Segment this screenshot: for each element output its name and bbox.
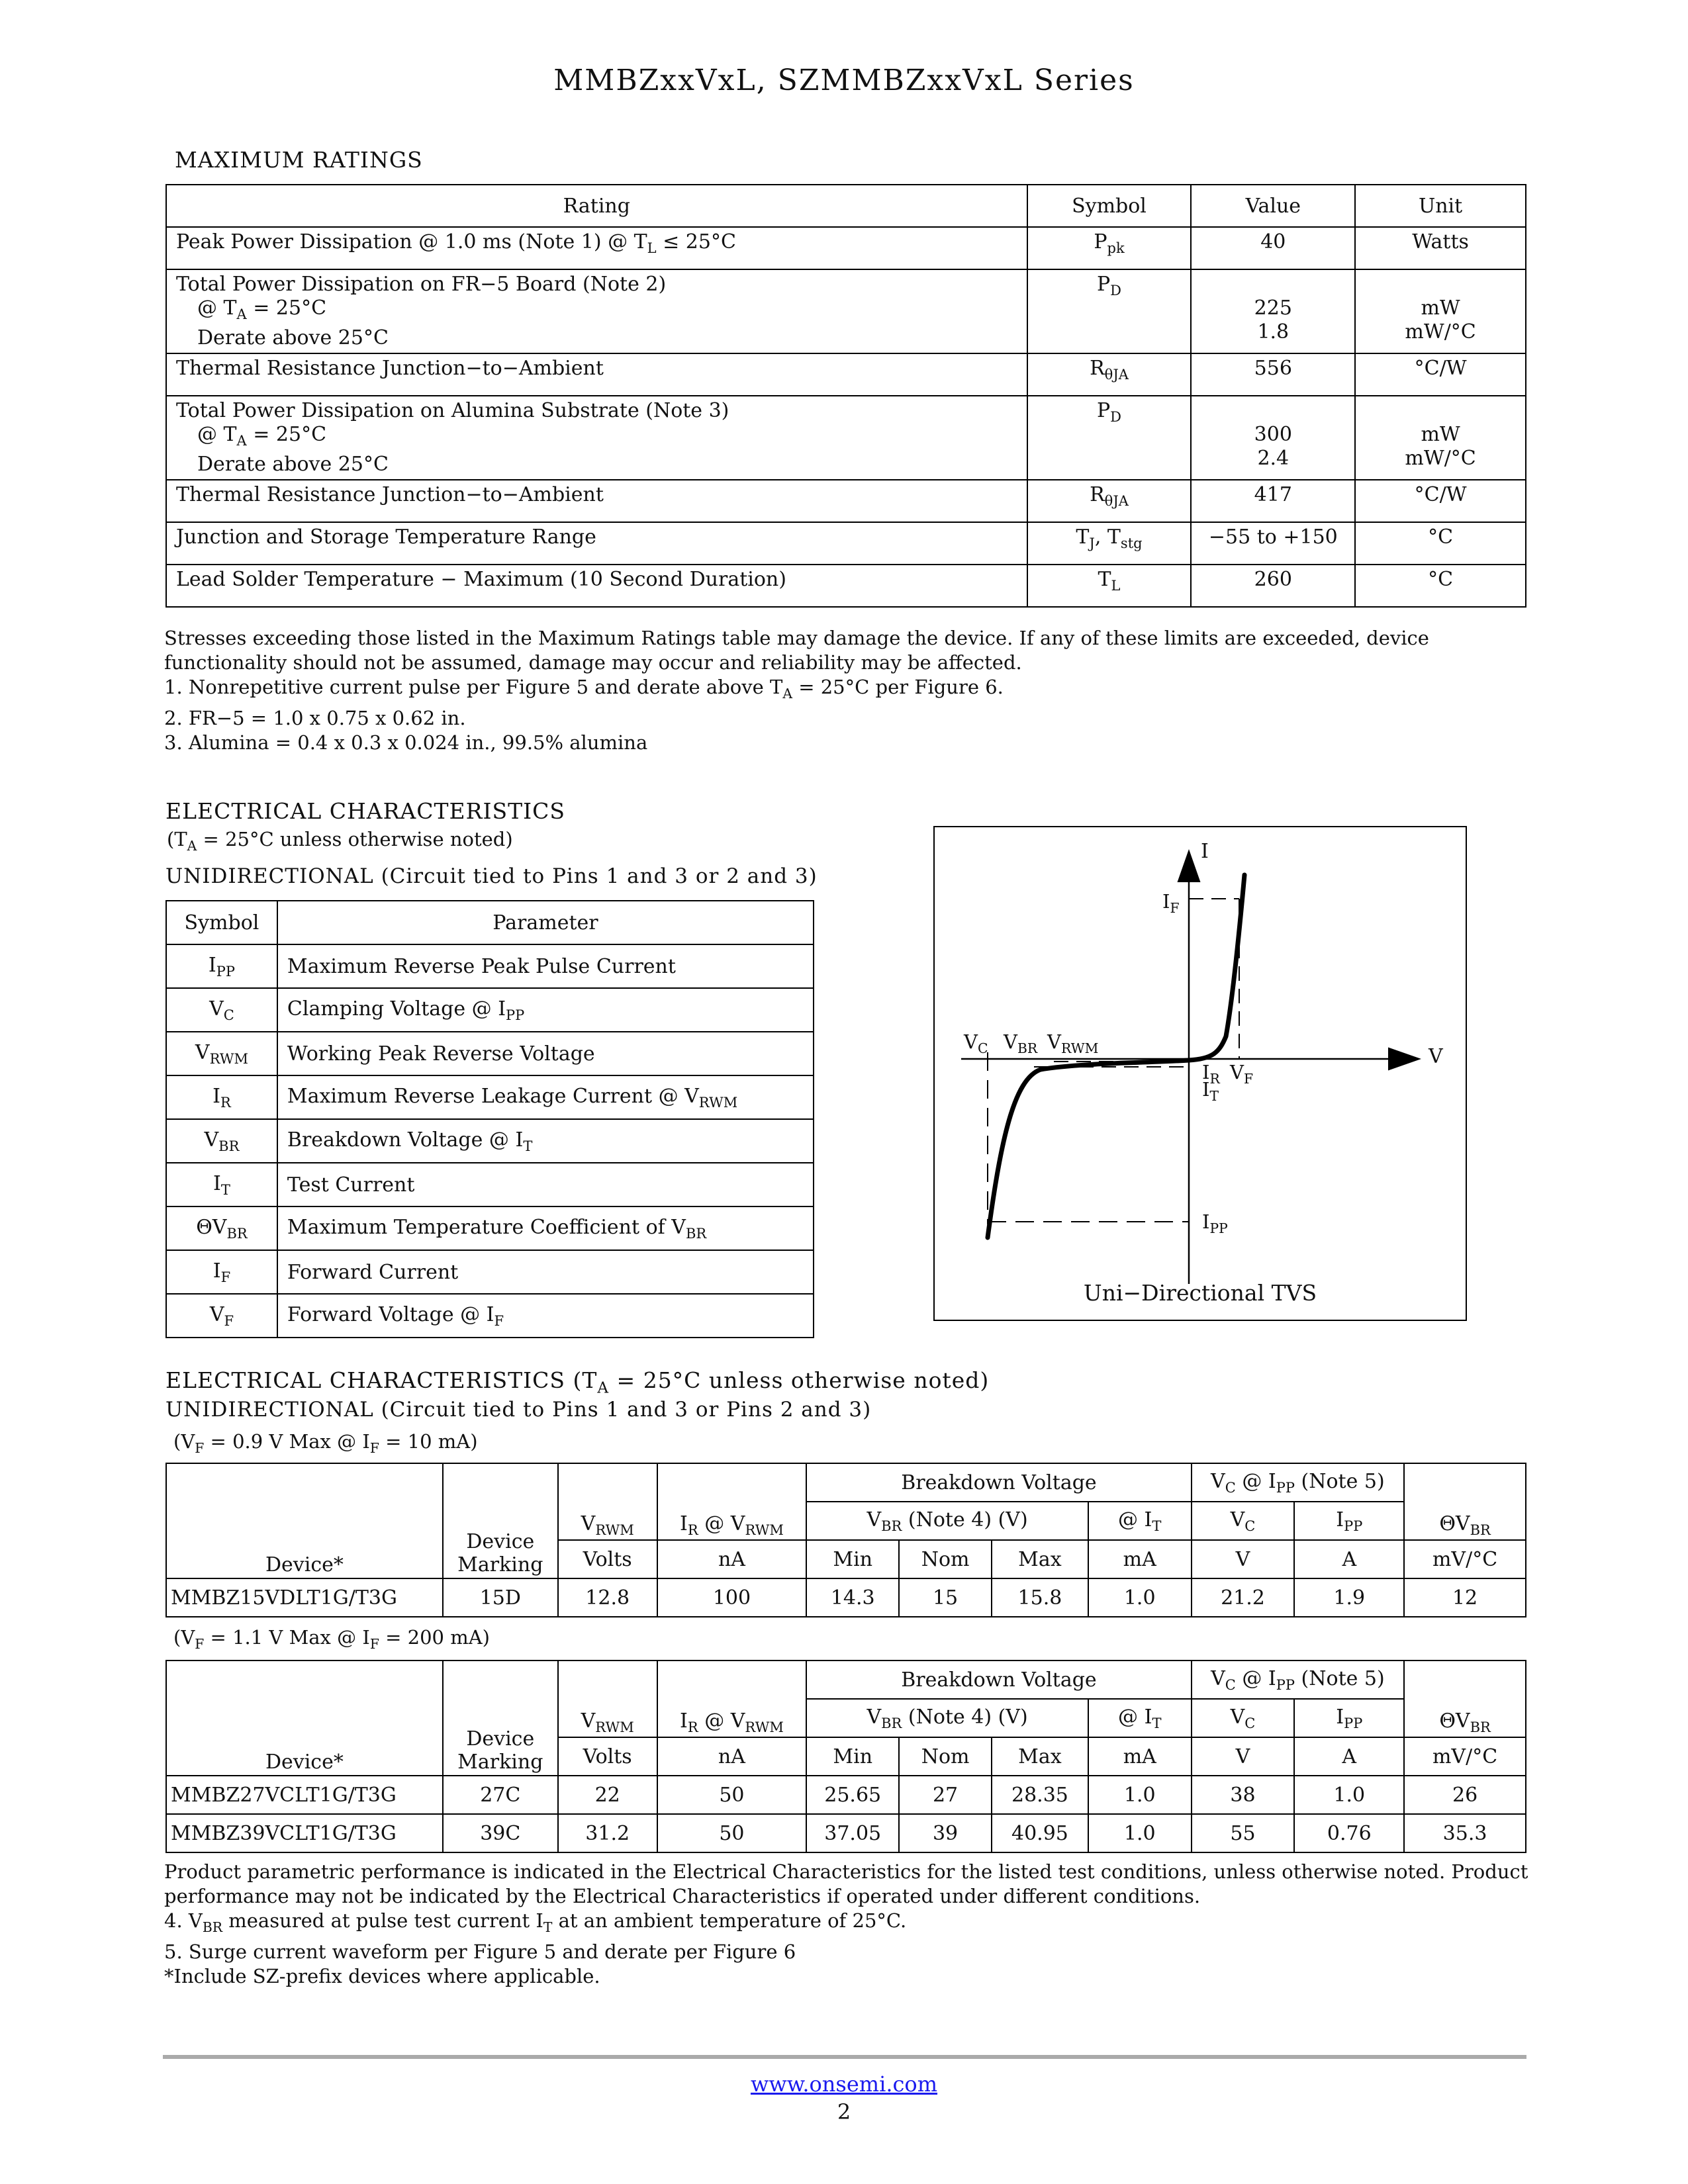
table-row: $I_{PP}$ Maximum Reverse Peak Pulse Current — [166, 944, 814, 988]
col-vbr: $V_{BR}$ (Note 4) (V) — [806, 1502, 1088, 1540]
table-row — [166, 353, 1526, 396]
table-row: $I_T$ Test Current — [166, 1163, 814, 1206]
col-ir: $I_R$ @ $V_{RWM}$ — [657, 1661, 807, 1737]
symbol-parameter-table — [165, 900, 814, 1338]
unidirectional-2-label: UNIDIRECTIONAL (Circuit tied to Pins 1 and 3 or Pins 2 and 3) — [165, 1398, 872, 1422]
table-row — [166, 227, 1526, 269]
rating-cell: Junction and Storage Temperature Range — [166, 522, 1027, 565]
units-row: Volts nA Min Nom Max mA V A mV/°C — [166, 1737, 1526, 1776]
elec-char-condition: ($T_A = 25^\circ C$ unless otherwise noted) — [167, 828, 513, 854]
elec-char-heading: ELECTRICAL CHARACTERISTICS — [165, 798, 565, 824]
vf-label: $V_F$ — [1230, 1061, 1254, 1087]
table-row: $I_R$ Maximum Reverse Leakage Current @ $V_{RWM}$ — [166, 1075, 814, 1119]
symbol-cell: $P_{pk}$ — [1027, 227, 1192, 269]
col-ir: $I_R$ @ $V_{RWM}$ — [657, 1463, 807, 1540]
vf-condition-2: ($V_F = 1.1$ V Max @ $I_F = 200$ mA) — [173, 1626, 490, 1652]
note-1: 1. Nonrepetitive current pulse per Figure 5 and derate above $T_A = 25^\circ C$ per Figure 6. — [164, 676, 1004, 702]
value-cell: 40 — [1191, 227, 1355, 269]
table-row: $V_{BR}$ Breakdown Voltage @ $I_T$ — [166, 1119, 814, 1163]
vbr-label: $V_{BR}$ — [1004, 1030, 1038, 1056]
page-number: 2 — [837, 2099, 851, 2124]
unit-cell: mW mW/°C — [1355, 269, 1526, 353]
col-parameter: Parameter — [277, 901, 814, 944]
table-row: $V_C$ Clamping Voltage @ $I_{PP}$ — [166, 988, 814, 1032]
tvs-iv-diagram — [933, 826, 1467, 1321]
vc-label: $V_C$ — [964, 1030, 988, 1056]
rating-cell: Thermal Resistance Junction−to−Ambient — [166, 353, 1027, 396]
col-device: Device* — [166, 1661, 443, 1776]
units-row: Volts nA Min Nom Max mA V A mV/°C — [166, 1540, 1526, 1578]
elec-char-2-heading: ELECTRICAL CHARACTERISTICS ($T_A = 25^\circ C$ unless otherwise noted) — [165, 1367, 990, 1397]
col-rating: Rating — [166, 185, 1027, 227]
table-row — [166, 522, 1526, 565]
iv-curve-figure — [935, 827, 1466, 1320]
rating-cell: Peak Power Dissipation @ 1.0 ms (Note 1) @ $T_L \le 25^\circ C$ — [166, 227, 1027, 269]
col-vbr: $V_{BR}$ (Note 4) (V) — [806, 1699, 1088, 1737]
ir-label: $I_R$ — [1202, 1061, 1220, 1087]
symbol-cell: $P_D$ — [1027, 396, 1192, 480]
table-row: $I_F$ Forward Current — [166, 1250, 814, 1294]
col-vc: $V_C$ — [1192, 1502, 1295, 1540]
footer-link-wrap — [0, 2071, 1688, 2097]
table-row — [166, 396, 1526, 480]
table-row: $V_F$ Forward Voltage @ $I_F$ — [166, 1294, 814, 1338]
col-at-it: @ $I_T$ — [1088, 1502, 1192, 1540]
value-cell: 300 2.4 — [1191, 396, 1355, 480]
symbol-cell: $T_L$ — [1027, 565, 1192, 607]
axis-i-label: I — [1201, 840, 1209, 863]
note-3: 3. Alumina = 0.4 x 0.3 x 0.024 in., 99.5% alumina — [164, 731, 648, 754]
unit-cell: °C — [1355, 522, 1526, 565]
device-table-2 — [165, 1660, 1526, 1853]
symbol-cell: $P_D$ — [1027, 269, 1192, 353]
col-unit: Unit — [1355, 185, 1526, 227]
value-cell: 556 — [1191, 353, 1355, 396]
rating-cell: Lead Solder Temperature − Maximum (10 Second Duration) — [166, 565, 1027, 607]
symbol-cell: $R_{\theta JA}$ — [1027, 480, 1192, 522]
it-label: $I_T$ — [1202, 1078, 1219, 1104]
ipp-label: $I_{PP}$ — [1202, 1210, 1228, 1236]
table-row — [166, 480, 1526, 522]
max-ratings-heading: MAXIMUM RATINGS — [175, 147, 423, 173]
col-value: Value — [1191, 185, 1355, 227]
diagram-caption: Uni−Directional TVS — [1083, 1280, 1317, 1306]
unit-cell: °C — [1355, 565, 1526, 607]
table-row: $\Theta V_{BR}$ Maximum Temperature Coefficient of $V_{BR}$ — [166, 1206, 814, 1250]
table-row: MMBZ15VDLT1G/T3G 15D 12.8 100 14.3 15 15.8 1.0 21.2 1.9 12 — [166, 1578, 1526, 1617]
note-2: 2. FR−5 = 1.0 x 0.75 x 0.62 in. — [164, 706, 466, 729]
footer-link[interactable]: www.onsemi.com — [750, 2071, 938, 2097]
col-ipp: $I_{PP}$ — [1294, 1699, 1404, 1737]
note-4: 4. $V_{BR}$ measured at pulse test current $I_T$ at an ambient temperature of 25°C. — [164, 1909, 907, 1935]
table-row: $V_{RWM}$ Working Peak Reverse Voltage — [166, 1032, 814, 1075]
col-at-it: @ $I_T$ — [1088, 1699, 1192, 1737]
max-ratings-table — [165, 184, 1526, 608]
page-title: MMBZxxVxL, SZMMBZxxVxL Series — [553, 64, 1135, 97]
symbol-cell: $T_J$, $T_{stg}$ — [1027, 522, 1192, 565]
performance-note: Product parametric performance is indicated in the Electrical Characteristics for the listed test conditions, unless otherwise noted. Product performance may not be indicated by the Electrical Characteristics if operated under different conditions. — [164, 1860, 1528, 1907]
col-breakdown: Breakdown Voltage — [806, 1463, 1191, 1502]
col-device-marking: Device Marking — [443, 1661, 558, 1776]
col-vc: $V_C$ — [1192, 1699, 1295, 1737]
note-sz-prefix: *Include SZ-prefix devices where applicable. — [164, 1964, 600, 1987]
note-5: 5. Surge current waveform per Figure 5 and derate per Figure 6 — [164, 1940, 796, 1963]
table-row — [166, 565, 1526, 607]
symbol-cell: $R_{\theta JA}$ — [1027, 353, 1192, 396]
footer-divider — [163, 2055, 1526, 2059]
elec-notes — [164, 1860, 1530, 1989]
col-device-marking: Device Marking — [443, 1463, 558, 1578]
unidirectional-label: UNIDIRECTIONAL (Circuit tied to Pins 1 and 3 or 2 and 3) — [165, 864, 818, 888]
unit-cell: mW mW/°C — [1355, 396, 1526, 480]
table-row: MMBZ39VCLT1G/T3G 39C 31.2 50 37.05 39 40.95 1.0 55 0.76 35.3 — [166, 1814, 1526, 1852]
col-symbol: Symbol — [1027, 185, 1192, 227]
value-cell: 417 — [1191, 480, 1355, 522]
col-vc-ipp: $V_C$ @ $I_{PP}$ (Note 5) — [1192, 1661, 1405, 1699]
stress-note: Stresses exceeding those listed in the Maximum Ratings table may damage the device. If any of these limits are exceeded, device functionality should not be assumed, damage may occur and reliability may be affected. — [164, 627, 1429, 674]
col-dvbr: $\Theta V_{BR}$ — [1404, 1661, 1526, 1737]
col-ipp: $I_{PP}$ — [1294, 1502, 1404, 1540]
col-dvbr: $\Theta V_{BR}$ — [1404, 1463, 1526, 1540]
axis-v-label: V — [1429, 1045, 1443, 1068]
unit-cell: Watts — [1355, 227, 1526, 269]
table-row — [166, 269, 1526, 353]
col-vrwm: $V_{RWM}$ — [558, 1661, 657, 1737]
rating-cell: Thermal Resistance Junction−to−Ambient — [166, 480, 1027, 522]
if-label: $I_F$ — [1162, 890, 1180, 916]
value-cell: 225 1.8 — [1191, 269, 1355, 353]
rating-cell: Total Power Dissipation on FR−5 Board (Note 2) @ $T_A = 25^\circ C$ Derate above 25°C — [166, 269, 1027, 353]
col-symbol: Symbol — [166, 901, 277, 944]
vf-condition-1: ($V_F = 0.9$ V Max @ $I_F = 10$ mA) — [173, 1430, 478, 1456]
vrwm-label: $V_{RWM}$ — [1047, 1030, 1099, 1056]
value-cell: 260 — [1191, 565, 1355, 607]
device-table-1 — [165, 1463, 1526, 1617]
unit-cell: °C/W — [1355, 353, 1526, 396]
col-breakdown: Breakdown Voltage — [806, 1661, 1191, 1699]
table-header-row — [166, 901, 814, 944]
col-vrwm: $V_{RWM}$ — [558, 1463, 657, 1540]
col-device: Device* — [166, 1463, 443, 1578]
value-cell: −55 to +150 — [1191, 522, 1355, 565]
col-vc-ipp: $V_C$ @ $I_{PP}$ (Note 5) — [1192, 1463, 1405, 1502]
table-row: MMBZ27VCLT1G/T3G 27C 22 50 25.65 27 28.35 1.0 38 1.0 26 — [166, 1776, 1526, 1814]
unit-cell: °C/W — [1355, 480, 1526, 522]
max-ratings-notes — [164, 626, 1530, 755]
table-header-row — [166, 185, 1526, 227]
rating-cell: Total Power Dissipation on Alumina Substrate (Note 3) @ $T_A = 25^\circ C$ Derate above 25°C — [166, 396, 1027, 480]
